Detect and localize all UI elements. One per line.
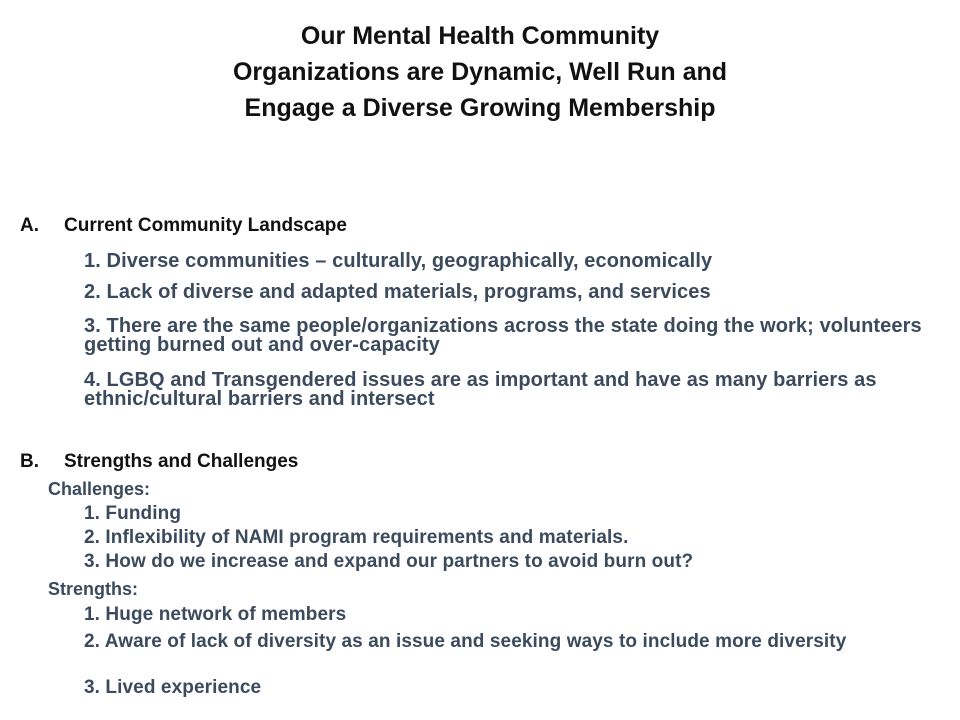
section-a-item-1: 1. Diverse communities – culturally, geographically, economically bbox=[84, 250, 713, 272]
title-line-2: Organizations are Dynamic, Well Run and bbox=[232, 58, 728, 86]
section-a-letter: A. bbox=[20, 215, 39, 236]
section-b-title: Strengths and Challenges bbox=[64, 451, 299, 472]
title-line-3: Engage a Diverse Growing Membership bbox=[244, 94, 716, 122]
section-a-item-4: 4. LGBQ and Transgendered issues are as important and have as many barriers as ethnic/cultural barriers and intersect bbox=[84, 369, 877, 410]
strength-item-2: 2. Aware of lack of diversity as an issue and seeking ways to include more diversity bbox=[84, 631, 847, 652]
challenges-label: Challenges: bbox=[48, 479, 151, 499]
section-a-heading bbox=[20, 215, 347, 237]
strength-item-1: 1. Huge network of members bbox=[84, 604, 347, 625]
section-a-item-2: 2. Lack of diverse and adapted materials, programs, and services bbox=[84, 281, 711, 303]
challenge-item-1: 1. Funding bbox=[84, 503, 182, 524]
section-a-title: Current Community Landscape bbox=[64, 215, 347, 236]
strengths-label: Strengths: bbox=[48, 579, 138, 599]
title-line-1: Our Mental Health Community bbox=[300, 22, 660, 50]
section-b-heading bbox=[20, 451, 298, 473]
section-b-letter: B. bbox=[20, 451, 39, 472]
section-a-item-3: 3. There are the same people/organizations across the state doing the work; volunteers getting burned out and over-capacity bbox=[84, 315, 922, 356]
challenge-item-2: 2. Inflexibility of NAMI program requirements and materials. bbox=[84, 527, 629, 548]
challenge-item-3: 3. How do we increase and expand our partners to avoid burn out? bbox=[84, 551, 694, 572]
strength-item-3: 3. Lived experience bbox=[84, 677, 262, 698]
slide-title bbox=[0, 18, 960, 126]
